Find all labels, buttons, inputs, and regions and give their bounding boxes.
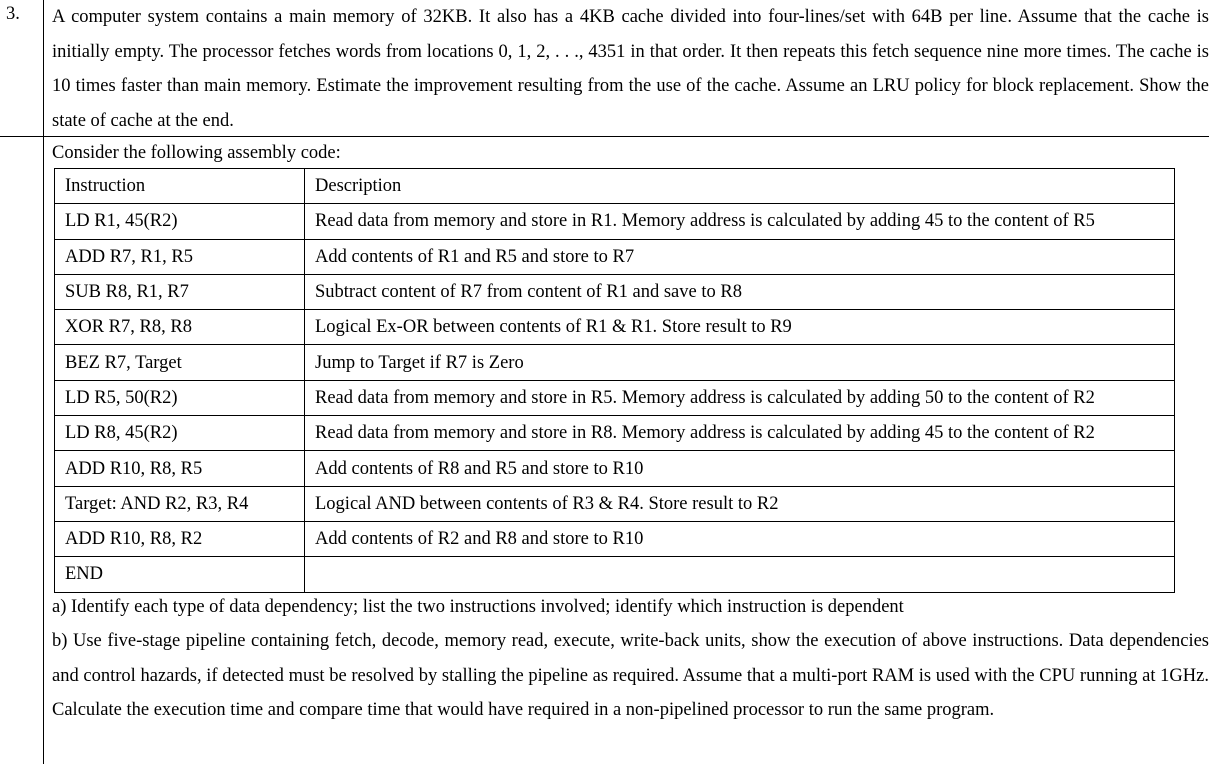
part-b-text: b) Use five-stage pipeline containing fetch, decode, memory read, execute, write-back units, show the execution of above instructions. Data dependencies and control hazards, if detected must be resolved by stalling the pipeline as required. Assume that a multi-port RAM is used with the CPU running at 1GHz. Calculate the execution time and compare time that would have required in a non-pipelined processor to run the same program. — [52, 631, 1209, 721]
table-row — [55, 274, 1175, 309]
description-cell: Read data from memory and store in R8. Memory address is calculated by adding 45 to the content of R2 — [305, 416, 1175, 451]
question-4-parts — [52, 590, 1209, 728]
column-header-instruction: Instruction — [55, 169, 305, 204]
instruction-cell: LD R1, 45(R2) — [55, 204, 305, 239]
description-cell: Read data from memory and store in R5. Memory address is calculated by adding 50 to the content of R2 — [305, 380, 1175, 415]
instruction-cell: SUB R8, R1, R7 — [55, 274, 305, 309]
assembly-code-table — [54, 168, 1175, 593]
table-row — [55, 380, 1175, 415]
description-cell: Logical AND between contents of R3 & R4. Store result to R2 — [305, 486, 1175, 521]
instruction-cell: XOR R7, R8, R8 — [55, 310, 305, 345]
table-row — [55, 557, 1175, 592]
instruction-cell: LD R8, 45(R2) — [55, 416, 305, 451]
table-row — [55, 486, 1175, 521]
instruction-cell: BEZ R7, Target — [55, 345, 305, 380]
instruction-cell: Target: AND R2, R3, R4 — [55, 486, 305, 521]
part-a-text: a) Identify each type of data dependency; list the two instructions involved; identify which instruction is dependent — [52, 596, 904, 617]
question-4-intro: Consider the following assembly code: — [52, 143, 341, 163]
question-3-text: A computer system contains a main memory of 32KB. It also has a 4KB cache divided into four-lines/set with 64B per line. Assume that the cache is initially empty. The processor fetches words from locations 0, 1, 2, . . ., 4351 in that order. It then repeats this fetch sequence nine more times. The cache is 10 times faster than main memory. Estimate the improvement resulting from the use of the cache. Assume an LRU policy for block replacement. Show the state of cache at the end. — [52, 7, 1209, 131]
instruction-cell: ADD R7, R1, R5 — [55, 239, 305, 274]
description-cell: Add contents of R8 and R5 and store to R10 — [305, 451, 1175, 486]
instruction-cell: LD R5, 50(R2) — [55, 380, 305, 415]
question-4 — [52, 138, 1209, 728]
column-header-description: Description — [305, 169, 1175, 204]
description-cell: Read data from memory and store in R1. Memory address is calculated by adding 45 to the content of R5 — [305, 204, 1175, 239]
description-cell — [305, 557, 1175, 592]
table-row — [55, 521, 1175, 556]
description-cell: Add contents of R2 and R8 and store to R10 — [305, 521, 1175, 556]
table-header-row — [55, 169, 1175, 204]
table-row — [55, 451, 1175, 486]
description-cell: Jump to Target if R7 is Zero — [305, 345, 1175, 380]
instruction-cell: ADD R10, R8, R2 — [55, 521, 305, 556]
instruction-cell: END — [55, 557, 305, 592]
question-number: 3. — [6, 4, 20, 24]
table-row — [55, 204, 1175, 239]
description-cell: Logical Ex-OR between contents of R1 & R1. Store result to R9 — [305, 310, 1175, 345]
column-divider — [43, 0, 44, 764]
table-row — [55, 416, 1175, 451]
instruction-cell: ADD R10, R8, R5 — [55, 451, 305, 486]
table-row — [55, 310, 1175, 345]
description-cell: Add contents of R1 and R5 and store to R7 — [305, 239, 1175, 274]
table-row — [55, 345, 1175, 380]
table-row — [55, 239, 1175, 274]
description-cell: Subtract content of R7 from content of R1 and save to R8 — [305, 274, 1175, 309]
